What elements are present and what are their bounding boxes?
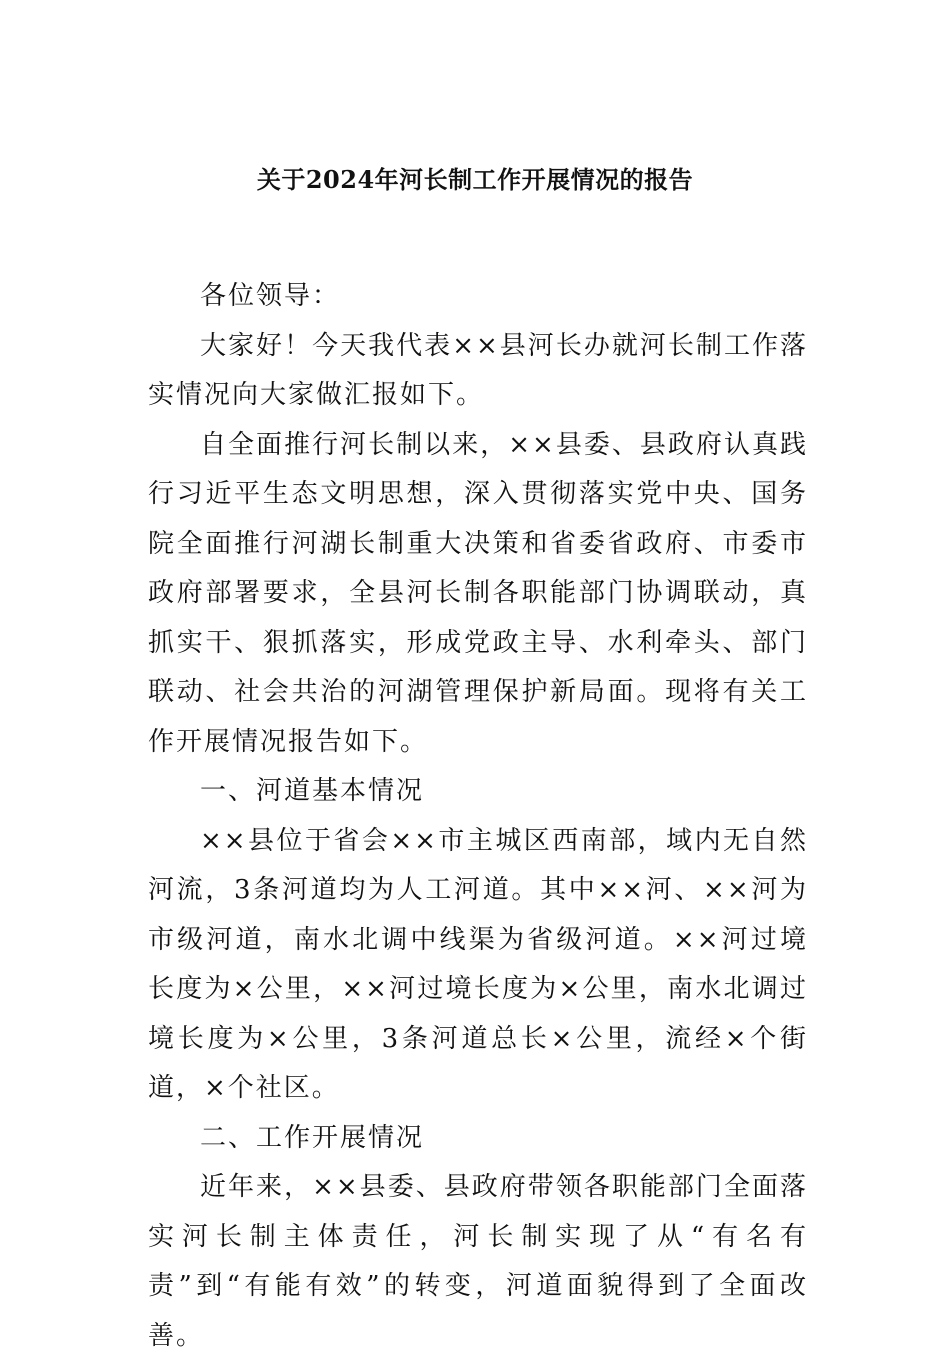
document-body [148, 272, 808, 1361]
section-heading-work-progress: 二、工作开展情况 [200, 1122, 425, 1153]
document-title: 关于2024年河长制工作开展情况的报告 [256, 165, 694, 194]
section-heading-river-basics: 一、河道基本情况 [200, 776, 425, 806]
paragraph-overview: 自全面推行河长制以来，××县委、县政府认真践行习近平生态文明思想，深入贯彻落实党中央、国务院全面推行河湖长制重大决策和省委省政府、市委市政府部署要求，全县河长制各职能部门协调联动，真抓实干、狠抓落实，形成党政主导、水利牵头、部门联动、社会共治的河湖管理保护新局面。现将有关工作开展情况报告如下。 [148, 429, 808, 757]
paragraph-work-progress: 近年来，××县委、县政府带领各职能部门全面落实河长制主体责任，河长制实现了从“有名有责”到“有能有效”的转变，河道面貌得到了全面改善。 [148, 1172, 808, 1351]
salutation: 各位领导： [200, 281, 341, 311]
paragraph-greeting: 大家好！今天我代表××县河长办就河长制工作落实情况向大家做汇报如下。 [148, 330, 808, 410]
paragraph-river-basics: ××县位于省会××市主城区西南部，域内无自然河流，3条河道均为人工河道。其中××河、××河为市级河道，南水北调中线渠为省级河道。××河过境长度为×公里，××河过境长度为×公里，南水北调过境长度为×公里，3条河道总长×公里，流经×个街道，×个社区。 [148, 825, 808, 1103]
